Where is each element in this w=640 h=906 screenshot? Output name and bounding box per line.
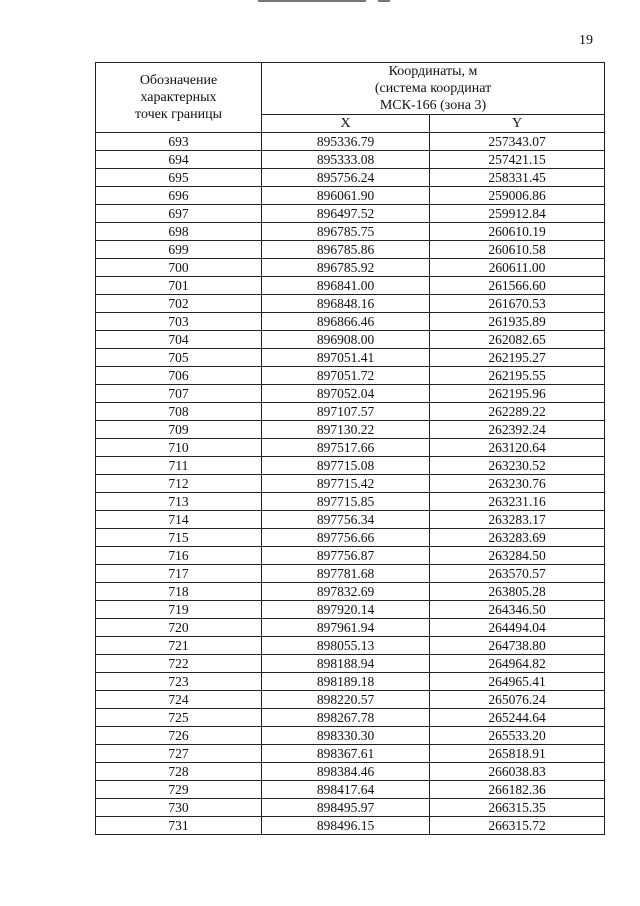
y-cell: 260610.19 <box>430 223 605 241</box>
y-cell: 265076.24 <box>430 691 605 709</box>
y-cell: 263230.76 <box>430 475 605 493</box>
point-cell: 693 <box>96 133 262 151</box>
point-cell: 718 <box>96 583 262 601</box>
y-cell: 262195.55 <box>430 367 605 385</box>
y-cell: 260610.58 <box>430 241 605 259</box>
header-coords-line: МСК-166 (зона 3) <box>379 98 487 113</box>
table-row <box>96 223 605 241</box>
y-cell: 257343.07 <box>430 133 605 151</box>
x-cell: 897715.08 <box>262 457 430 475</box>
x-cell: 895336.79 <box>262 133 430 151</box>
point-cell: 719 <box>96 601 262 619</box>
table-row <box>96 745 605 763</box>
point-cell: 699 <box>96 241 262 259</box>
y-cell: 266038.83 <box>430 763 605 781</box>
point-cell: 701 <box>96 277 262 295</box>
header-point-line: точек границы <box>135 107 222 122</box>
table-row <box>96 655 605 673</box>
y-cell: 261935.89 <box>430 313 605 331</box>
y-cell: 262082.65 <box>430 331 605 349</box>
table-row <box>96 601 605 619</box>
table-row <box>96 313 605 331</box>
point-cell: 730 <box>96 799 262 817</box>
table-row <box>96 547 605 565</box>
header-x: X <box>262 115 430 133</box>
x-cell: 895756.24 <box>262 169 430 187</box>
y-cell: 262195.96 <box>430 385 605 403</box>
table-row <box>96 169 605 187</box>
y-cell: 263283.69 <box>430 529 605 547</box>
y-cell: 264346.50 <box>430 601 605 619</box>
header-point-designation <box>96 63 262 133</box>
table-row <box>96 817 605 835</box>
y-cell: 265244.64 <box>430 709 605 727</box>
table-row <box>96 241 605 259</box>
table-row <box>96 511 605 529</box>
point-cell: 726 <box>96 727 262 745</box>
y-cell: 266315.35 <box>430 799 605 817</box>
point-cell: 721 <box>96 637 262 655</box>
table-row <box>96 529 605 547</box>
y-cell: 263120.64 <box>430 439 605 457</box>
point-cell: 711 <box>96 457 262 475</box>
table-row <box>96 709 605 727</box>
point-cell: 716 <box>96 547 262 565</box>
x-cell: 897715.85 <box>262 493 430 511</box>
point-cell: 696 <box>96 187 262 205</box>
x-cell: 898055.13 <box>262 637 430 655</box>
table-row <box>96 583 605 601</box>
y-cell: 264494.04 <box>430 619 605 637</box>
table-row <box>96 349 605 367</box>
point-cell: 694 <box>96 151 262 169</box>
x-cell: 898367.61 <box>262 745 430 763</box>
point-cell: 724 <box>96 691 262 709</box>
point-cell: 714 <box>96 511 262 529</box>
table-row <box>96 457 605 475</box>
table-row <box>96 331 605 349</box>
x-cell: 895333.08 <box>262 151 430 169</box>
y-cell: 263230.52 <box>430 457 605 475</box>
table-row <box>96 691 605 709</box>
point-cell: 708 <box>96 403 262 421</box>
x-cell: 897781.68 <box>262 565 430 583</box>
header-coords-line: Координаты, м <box>388 64 478 79</box>
table-row <box>96 673 605 691</box>
point-cell: 702 <box>96 295 262 313</box>
y-cell: 259912.84 <box>430 205 605 223</box>
y-cell: 262195.27 <box>430 349 605 367</box>
y-cell: 261566.60 <box>430 277 605 295</box>
x-cell: 897756.87 <box>262 547 430 565</box>
table-row <box>96 133 605 151</box>
header-y: Y <box>430 115 605 133</box>
x-cell: 896848.16 <box>262 295 430 313</box>
y-cell: 264964.82 <box>430 655 605 673</box>
y-cell: 263231.16 <box>430 493 605 511</box>
point-cell: 698 <box>96 223 262 241</box>
y-cell: 262392.24 <box>430 421 605 439</box>
header-coordinates <box>262 63 605 115</box>
y-cell: 259006.86 <box>430 187 605 205</box>
x-cell: 898267.78 <box>262 709 430 727</box>
table-row <box>96 637 605 655</box>
point-cell: 723 <box>96 673 262 691</box>
x-cell: 898495.97 <box>262 799 430 817</box>
y-cell: 266315.72 <box>430 817 605 835</box>
coordinates-table <box>95 62 605 835</box>
y-cell: 265818.91 <box>430 745 605 763</box>
table-row <box>96 781 605 799</box>
table-row <box>96 565 605 583</box>
table-row <box>96 763 605 781</box>
x-cell: 897715.42 <box>262 475 430 493</box>
x-cell: 898496.15 <box>262 817 430 835</box>
x-cell: 898417.64 <box>262 781 430 799</box>
x-cell: 897051.72 <box>262 367 430 385</box>
point-cell: 703 <box>96 313 262 331</box>
x-cell: 898220.57 <box>262 691 430 709</box>
point-cell: 715 <box>96 529 262 547</box>
table-row <box>96 799 605 817</box>
y-cell: 263805.28 <box>430 583 605 601</box>
point-cell: 728 <box>96 763 262 781</box>
y-cell: 263283.17 <box>430 511 605 529</box>
y-cell: 265533.20 <box>430 727 605 745</box>
x-cell: 897107.57 <box>262 403 430 421</box>
table-row <box>96 295 605 313</box>
table-row <box>96 187 605 205</box>
point-cell: 704 <box>96 331 262 349</box>
header-point-line: характерных <box>140 90 217 105</box>
table-row <box>96 421 605 439</box>
x-cell: 896841.00 <box>262 277 430 295</box>
y-cell: 262289.22 <box>430 403 605 421</box>
header-coords-line: (система координат <box>374 81 492 96</box>
scan-artifact-line <box>258 0 366 2</box>
point-cell: 695 <box>96 169 262 187</box>
x-cell: 897756.34 <box>262 511 430 529</box>
scan-artifact-line <box>378 0 390 2</box>
table-row <box>96 439 605 457</box>
x-cell: 896785.92 <box>262 259 430 277</box>
point-cell: 729 <box>96 781 262 799</box>
y-cell: 264738.80 <box>430 637 605 655</box>
point-cell: 712 <box>96 475 262 493</box>
x-cell: 897130.22 <box>262 421 430 439</box>
x-cell: 898188.94 <box>262 655 430 673</box>
x-cell: 896497.52 <box>262 205 430 223</box>
point-cell: 697 <box>96 205 262 223</box>
y-cell: 266182.36 <box>430 781 605 799</box>
y-cell: 260611.00 <box>430 259 605 277</box>
x-cell: 898189.18 <box>262 673 430 691</box>
point-cell: 707 <box>96 385 262 403</box>
point-cell: 705 <box>96 349 262 367</box>
table-row <box>96 403 605 421</box>
point-cell: 722 <box>96 655 262 673</box>
x-cell: 897051.41 <box>262 349 430 367</box>
x-cell: 897920.14 <box>262 601 430 619</box>
table-body <box>96 133 605 835</box>
point-cell: 725 <box>96 709 262 727</box>
x-cell: 897832.69 <box>262 583 430 601</box>
point-cell: 727 <box>96 745 262 763</box>
x-cell: 896908.00 <box>262 331 430 349</box>
table-row <box>96 277 605 295</box>
y-cell: 263570.57 <box>430 565 605 583</box>
table-row <box>96 205 605 223</box>
header-point-line: Обозначение <box>139 73 218 88</box>
x-cell: 896785.86 <box>262 241 430 259</box>
table-row <box>96 259 605 277</box>
table-row <box>96 493 605 511</box>
x-cell: 897052.04 <box>262 385 430 403</box>
point-cell: 706 <box>96 367 262 385</box>
x-cell: 897517.66 <box>262 439 430 457</box>
table-row <box>96 367 605 385</box>
x-cell: 898384.46 <box>262 763 430 781</box>
table-row <box>96 151 605 169</box>
point-cell: 713 <box>96 493 262 511</box>
point-cell: 731 <box>96 817 262 835</box>
x-cell: 898330.30 <box>262 727 430 745</box>
y-cell: 264965.41 <box>430 673 605 691</box>
x-cell: 896061.90 <box>262 187 430 205</box>
page-number: 19 <box>579 33 593 48</box>
point-cell: 700 <box>96 259 262 277</box>
point-cell: 710 <box>96 439 262 457</box>
point-cell: 717 <box>96 565 262 583</box>
table-row <box>96 619 605 637</box>
point-cell: 720 <box>96 619 262 637</box>
x-cell: 897961.94 <box>262 619 430 637</box>
x-cell: 897756.66 <box>262 529 430 547</box>
x-cell: 896785.75 <box>262 223 430 241</box>
table-row <box>96 727 605 745</box>
table-row <box>96 385 605 403</box>
y-cell: 261670.53 <box>430 295 605 313</box>
y-cell: 263284.50 <box>430 547 605 565</box>
x-cell: 896866.46 <box>262 313 430 331</box>
y-cell: 257421.15 <box>430 151 605 169</box>
point-cell: 709 <box>96 421 262 439</box>
y-cell: 258331.45 <box>430 169 605 187</box>
table-row <box>96 475 605 493</box>
